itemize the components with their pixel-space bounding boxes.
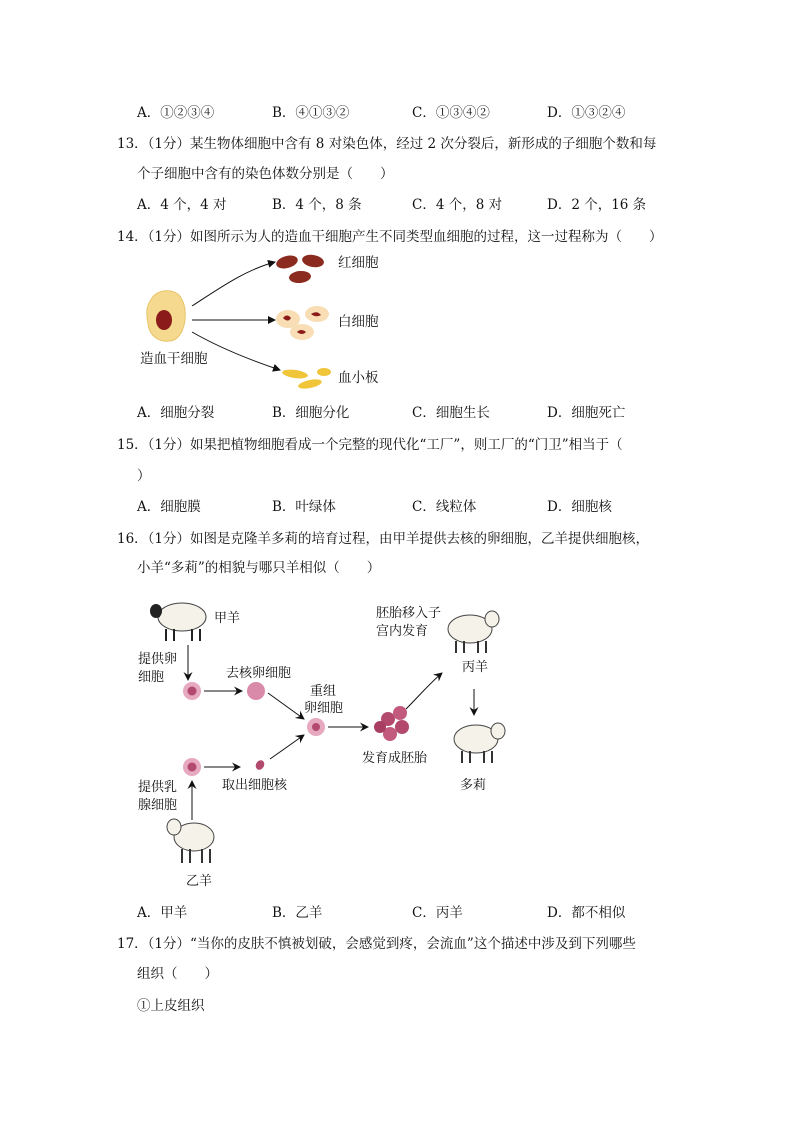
q15-option-c: C．线粒体	[412, 499, 477, 515]
q14-option-a: A．细胞分裂	[137, 405, 215, 421]
red-blood-cells	[275, 253, 325, 284]
extracted-nucleus	[254, 759, 266, 772]
q13-question-line1: 13．（1分）某生物体细胞中含有 8 对染色体，经过 2 次分裂后，新形成的子细胞个数和每	[117, 136, 657, 152]
white-blood-cells	[276, 306, 329, 340]
q15-question-line1: 15．（1分）如果把植物细胞看成一个完整的现代化“工厂”，则工厂的“门卫”相当于（	[117, 437, 623, 453]
implant-label-1: 胚胎移入子	[376, 606, 442, 621]
q15-option-a: A．细胞膜	[137, 499, 201, 515]
q16-option-b: B．乙羊	[272, 905, 323, 921]
stem-cell	[147, 291, 185, 341]
q13-option-b: B．4 个，8 条	[272, 197, 362, 213]
q12-option-c: C．①③④②	[412, 105, 490, 121]
q16-question-line1: 16．（1分）如图是克隆羊多莉的培育过程，由甲羊提供去核的卵细胞，乙羊提供细胞核，	[117, 531, 650, 547]
platelets	[282, 368, 331, 390]
q17-item-1: ①上皮组织	[137, 998, 205, 1014]
mammary-cell	[183, 758, 201, 776]
platelet-label: 血小板	[338, 370, 379, 386]
q14-question-line1: 14．（1分）如图所示为人的造血干细胞产生不同类型血细胞的过程，这一过程称为（ ）	[117, 229, 663, 245]
q14-option-d: D．细胞死亡	[547, 405, 626, 421]
egg-cell	[183, 682, 201, 700]
q16-question-line2: 小羊“多莉”的相貌与哪只羊相似（ ）	[137, 560, 381, 576]
sheep-c-icon	[448, 611, 499, 653]
dolly-sheep-icon	[454, 723, 505, 763]
q13-option-d: D．2 个，16 条	[547, 197, 647, 213]
embryo-label: 发育成胚胎	[362, 751, 428, 766]
q13-option-a: A．4 个，4 对	[137, 197, 227, 213]
stem-cell-label: 造血干细胞	[140, 351, 208, 367]
wbc-label: 白细胞	[338, 314, 379, 330]
recombined-label-1: 重组	[310, 684, 337, 699]
sheep-b-label: 乙羊	[186, 874, 213, 889]
q12-option-a: A．①②③④	[137, 105, 215, 121]
embryo-cells	[374, 706, 409, 741]
q15-question-line2: ）	[137, 468, 151, 484]
dolly-label: 多莉	[460, 778, 487, 793]
q13-question-line2: 个子细胞中含有的染色体数分别是（ ）	[137, 166, 394, 182]
extract-nucleus-label: 取出细胞核	[222, 778, 288, 793]
sheep-c-label: 丙羊	[462, 660, 489, 675]
q17-question-line1: 17．（1分）“当你的皮肤不慎被划破，会感觉到疼，会流血”这个描述中涉及到下列哪些	[117, 936, 636, 952]
hematopoiesis-figure	[130, 248, 410, 396]
q14-option-c: C．细胞生长	[412, 405, 490, 421]
rbc-label: 红细胞	[338, 255, 379, 271]
enucleated-egg-cell	[247, 682, 265, 700]
implant-label-2: 宫内发育	[376, 624, 429, 639]
q14-option-b: B．细胞分化	[272, 405, 350, 421]
sheep-b-icon	[167, 819, 214, 863]
q15-option-b: B．叶绿体	[272, 499, 336, 515]
provide-mammary-label-2: 腺细胞	[138, 798, 178, 813]
sheep-a-icon	[150, 603, 206, 641]
q16-option-a: A．甲羊	[137, 905, 188, 921]
q12-option-b: B．④①③②	[272, 105, 350, 121]
provide-egg-label-2: 细胞	[138, 670, 165, 685]
q13-option-c: C．4 个，8 对	[412, 197, 503, 213]
provide-mammary-label-1: 提供乳	[138, 780, 178, 795]
q12-option-d: D．①③②④	[547, 105, 626, 121]
q16-option-c: C．丙羊	[412, 905, 463, 921]
enucleated-egg-label: 去核卵细胞	[226, 666, 292, 681]
q16-option-d: D．都不相似	[547, 905, 626, 921]
q15-option-d: D．细胞核	[547, 499, 612, 515]
provide-egg-label-1: 提供卵	[138, 652, 178, 667]
q17-question-line2: 组织（ ）	[137, 966, 218, 982]
cloning-figure	[130, 585, 520, 895]
sheep-a-label: 甲羊	[214, 611, 241, 626]
recombined-egg-cell	[307, 718, 325, 736]
recombined-label-2: 卵细胞	[304, 701, 344, 716]
